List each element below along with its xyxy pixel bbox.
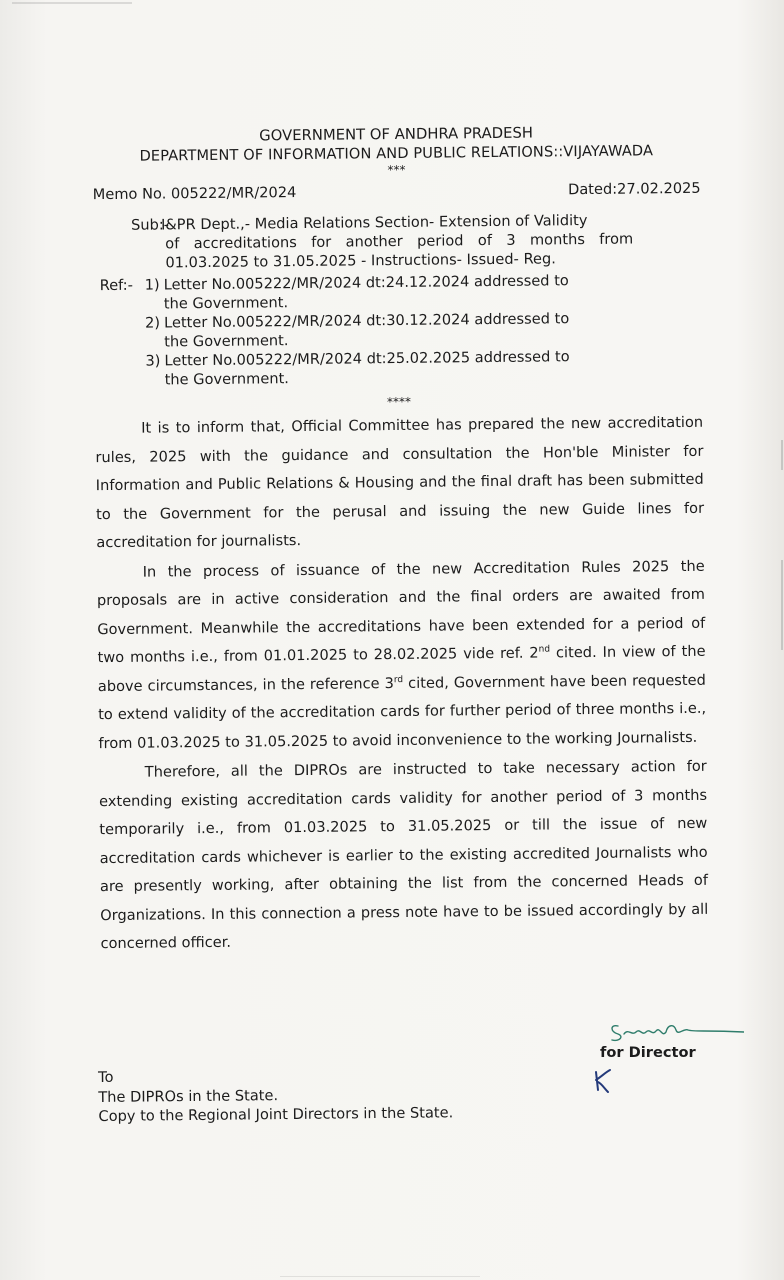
memo-row bbox=[93, 179, 701, 204]
initial-mark-icon bbox=[590, 1066, 618, 1094]
separator-stars: **** bbox=[386, 394, 411, 410]
reference-line: the Government. bbox=[164, 332, 289, 351]
subject-text bbox=[160, 210, 674, 272]
superscript-nd: nd bbox=[538, 644, 551, 655]
subject-label: Sub:- bbox=[130, 216, 170, 234]
paragraph-3-text: Therefore, all the DIPROs are instructed to take necessary action for extending existing accreditation cards validity for another period of 3 months temporarily i.e., from 01.03.2025 to 31.05.2025 or till the issue of new accreditation cards whichever is earlier to the existing accredited Journalists who are presently working, after obtaining the list from the concerned Heads of Organizations. In this connection a press note have to be issued accordingly by all concerned officer. bbox=[98, 757, 709, 953]
paragraph-2-text-c: cited, Government have been requested to extend validity of the accreditation cards for further period of three months i.e., from 01.03.2025 to 31.05.2025 to avoid inconvenience to the working Journalists. bbox=[98, 671, 707, 752]
memo-date: Dated:27.02.2025 bbox=[567, 179, 701, 199]
subject-block bbox=[93, 210, 702, 273]
header-stars: *** bbox=[387, 162, 406, 178]
reference-number: 1) bbox=[144, 276, 160, 294]
reference-item bbox=[94, 308, 702, 352]
reference-line: the Government. bbox=[164, 370, 289, 389]
subject-line: I&PR Dept.,- Media Relations Section- Extension of Validity bbox=[160, 212, 588, 234]
addressee-line: The DIPROs in the State. bbox=[98, 1086, 279, 1106]
subject-line: 01.03.2025 to 31.05.2025 - Instructions- Issued- Reg. bbox=[165, 250, 556, 272]
paragraph-2-text-b: cited. In view of the above circumstances, in the reference 3 bbox=[97, 642, 706, 695]
header-department: DEPARTMENT OF INFORMATION AND PUBLIC RELATIONS::VIJAYAWADA bbox=[139, 142, 654, 165]
reference-number: 3) bbox=[145, 352, 161, 370]
reference-line: Letter No.005222/MR/2024 dt:30.12.2024 addressed to bbox=[163, 310, 570, 332]
to-label: To bbox=[98, 1068, 114, 1086]
for-director-label: for Director bbox=[600, 1044, 696, 1061]
references-label: Ref:- bbox=[99, 276, 134, 295]
reference-number: 2) bbox=[144, 314, 161, 332]
references-block bbox=[94, 270, 703, 390]
paragraph-2-text-a: In the process of issuance of the new Accreditation Rules 2025 the proposals are in active consideration and the final orders are awaited from Government. Meanwhile the accreditations have been extended for a period of two months i.e., from 01.01.2025 to 28.02.2025 vide ref. 2 bbox=[96, 557, 706, 667]
paragraph-2 bbox=[97, 552, 707, 758]
memo-number: Memo No. 005222/MR/2024 bbox=[92, 184, 297, 204]
reference-item bbox=[94, 346, 702, 390]
header-government: GOVERNMENT OF ANDHRA PRADESH bbox=[259, 124, 534, 145]
superscript-rd: rd bbox=[393, 674, 404, 685]
paragraph-1-text: It is to inform that, Official Committee has prepared the new accreditation rules, 2025 with the guidance and consultation the Hon'ble Minister for Information and Public Relations & Housing and the final draft has been submitted to the Government for the perusal and issuing the new Guide lines for accreditation for journalists. bbox=[95, 413, 705, 552]
reference-line: Letter No.005222/MR/2024 dt:25.02.2025 addressed to bbox=[164, 348, 570, 370]
paragraph-1 bbox=[95, 409, 704, 558]
memo-document bbox=[92, 122, 709, 959]
reference-item bbox=[94, 270, 702, 314]
paragraph-3 bbox=[99, 753, 709, 959]
reference-line: Letter No.005222/MR/2024 dt:24.12.2024 addressed to bbox=[163, 272, 569, 294]
reference-line: the Government. bbox=[163, 294, 289, 313]
subject-line: of accreditations for another period of 3 months from bbox=[165, 230, 634, 253]
addressees-block bbox=[98, 1064, 453, 1126]
copy-to-line: Copy to the Regional Joint Directors in the State. bbox=[98, 1104, 454, 1125]
